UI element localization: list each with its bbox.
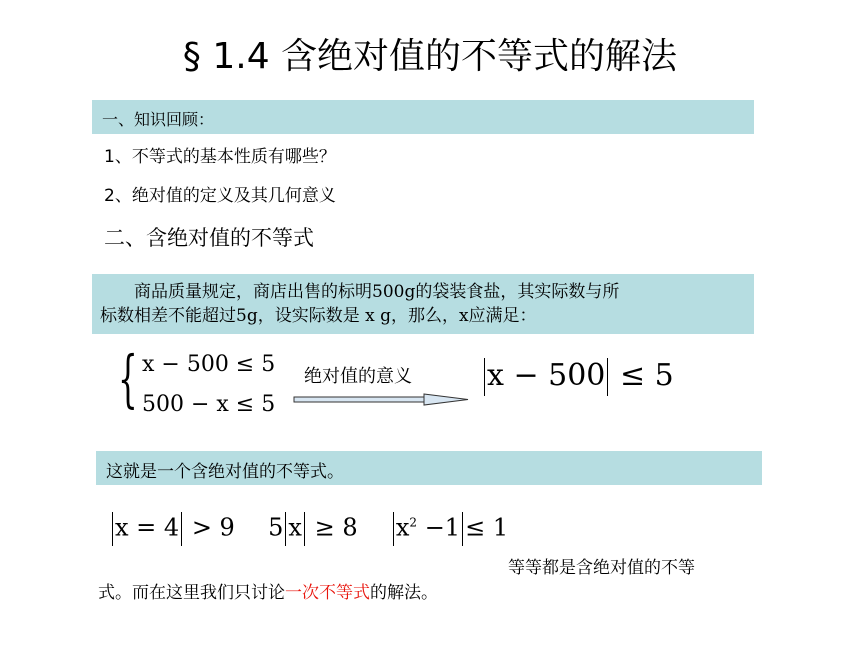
problem-text — [100, 280, 746, 328]
closing-pre: 式。而在这里我们只讨论 — [98, 583, 285, 603]
right-arrow-icon — [293, 389, 473, 413]
ex1-rest: > 9 — [191, 513, 235, 542]
ex1-bar-right — [181, 512, 182, 546]
ex3-bar-right — [462, 512, 463, 546]
ex3-bar-left — [393, 512, 394, 546]
absolute-value-inequality — [482, 358, 674, 396]
system-eq-2: 500 − x ≤ 5 — [142, 392, 276, 417]
problem-line-2: 标数相差不能超过5g，设实际数是 x g，那么，x应满足： — [100, 306, 537, 326]
arrow-label: 绝对值的意义 — [304, 366, 412, 387]
review-heading: 一、知识回顾： — [102, 110, 215, 129]
inequality-system — [118, 342, 278, 430]
abs-rest: ≤ 5 — [619, 358, 674, 393]
system-eq-1: x − 500 ≤ 5 — [142, 352, 276, 377]
ex3-inner-rest: −1 — [417, 513, 461, 542]
review-item-2: 2、绝对值的定义及其几何意义 — [104, 186, 336, 206]
review-heading-band — [92, 100, 754, 134]
problem-line-1: 商品质量规定，商店出售的标明500g的袋装食盐，其实际数与所 — [134, 282, 620, 302]
abs-bar-left — [484, 358, 485, 396]
ex2-inner: x — [288, 513, 302, 542]
example-inequalities — [110, 512, 508, 546]
ex3-rest: ≤ 1 — [465, 513, 509, 542]
page-title: § 1.4 含绝对值的不等式的解法 — [182, 36, 678, 77]
closing-line-2 — [98, 578, 438, 603]
ex1-bar-left — [112, 512, 113, 546]
ex2-coef: 5 — [268, 513, 284, 542]
ex3-base: x — [395, 513, 410, 542]
left-brace: { — [118, 342, 138, 415]
abs-inner: x − 500 — [487, 358, 606, 393]
conclusion-band — [96, 451, 762, 485]
closing-highlight: 一次不等式 — [285, 583, 370, 603]
closing-line-1: 等等都是含绝对值的不等 — [508, 558, 695, 578]
ex2-rest: ≥ 8 — [314, 513, 358, 542]
problem-band — [92, 274, 754, 334]
review-item-1: 1、不等式的基本性质有哪些？ — [104, 147, 336, 167]
ex2-bar-left — [285, 512, 286, 546]
ex2-bar-right — [304, 512, 305, 546]
section2-heading: 二、含绝对值的不等式 — [104, 226, 314, 250]
abs-bar-right — [607, 358, 608, 396]
closing-post: 的解法。 — [370, 583, 438, 603]
ex1-inner: x = 4 — [115, 513, 180, 542]
ex3-exp: 2 — [409, 515, 418, 530]
conclusion-text: 这就是一个含绝对值的不等式。 — [106, 462, 344, 482]
